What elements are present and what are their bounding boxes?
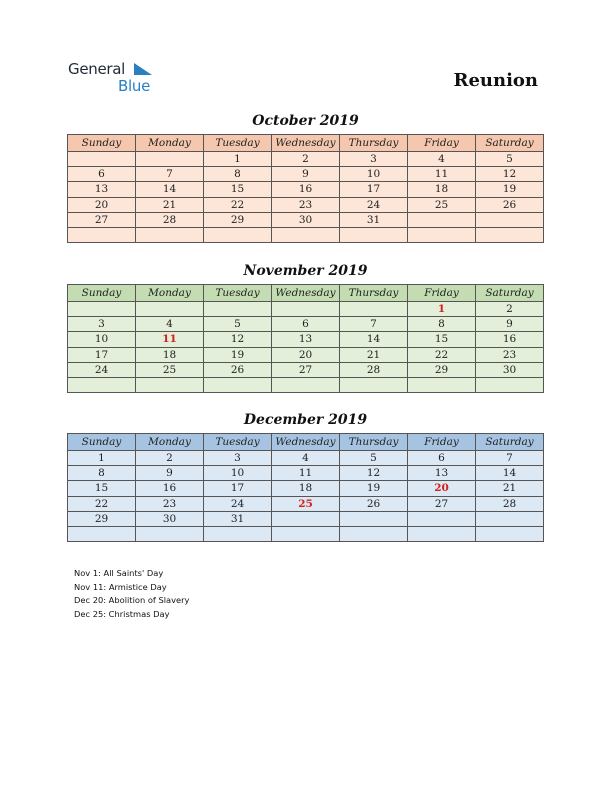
day-cell: 28 xyxy=(136,212,204,227)
weekday-label: Friday xyxy=(408,135,476,152)
day-cell xyxy=(340,526,408,541)
day-cell xyxy=(408,212,476,227)
day-cell: 3 xyxy=(204,451,272,466)
weekday-label: Sunday xyxy=(68,285,136,302)
day-cell xyxy=(68,377,136,392)
week-row xyxy=(68,511,544,526)
day-cell: 27 xyxy=(68,212,136,227)
day-cell: 5 xyxy=(204,317,272,332)
month-nov xyxy=(67,262,544,393)
day-cell: 2 xyxy=(272,152,340,167)
day-cell xyxy=(408,526,476,541)
day-cell: 9 xyxy=(136,466,204,481)
weekday-label: Tuesday xyxy=(204,135,272,152)
weekday-header-row xyxy=(68,285,544,302)
day-cell xyxy=(68,302,136,317)
weekday-header-row xyxy=(68,135,544,152)
day-cell xyxy=(136,152,204,167)
month-title: December 2019 xyxy=(243,412,368,428)
day-cell xyxy=(136,526,204,541)
month-title: November 2019 xyxy=(243,263,368,279)
day-cell xyxy=(68,227,136,242)
day-cell: 5 xyxy=(340,451,408,466)
day-cell xyxy=(204,227,272,242)
day-cell xyxy=(204,302,272,317)
day-cell: 31 xyxy=(204,511,272,526)
weekday-header-row xyxy=(68,434,544,451)
day-cell: 16 xyxy=(136,481,204,496)
holiday-item: Dec 25: Christmas Day xyxy=(74,608,170,619)
day-cell: 13 xyxy=(68,182,136,197)
weekday-label: Wednesday xyxy=(272,285,340,302)
day-cell: 29 xyxy=(408,362,476,377)
weekday-label: Saturday xyxy=(476,285,544,302)
day-cell: 30 xyxy=(272,212,340,227)
day-cell: 9 xyxy=(476,317,544,332)
day-cell: 15 xyxy=(408,332,476,347)
weekday-label: Monday xyxy=(136,135,204,152)
day-cell: 3 xyxy=(340,152,408,167)
day-cell: 7 xyxy=(476,451,544,466)
day-cell: 25 xyxy=(136,362,204,377)
week-row xyxy=(68,227,544,242)
day-cell: 3 xyxy=(68,317,136,332)
day-cell xyxy=(340,377,408,392)
day-cell xyxy=(340,302,408,317)
day-cell: 2 xyxy=(136,451,204,466)
holiday-item: Nov 1: All Saints' Day xyxy=(74,568,164,578)
day-cell xyxy=(340,227,408,242)
day-cell xyxy=(476,526,544,541)
day-cell: 23 xyxy=(136,496,204,511)
day-cell: 20 xyxy=(68,197,136,212)
month-grid xyxy=(67,134,544,243)
day-cell: 1 xyxy=(408,302,476,317)
day-cell xyxy=(476,227,544,242)
day-cell: 24 xyxy=(340,197,408,212)
day-cell xyxy=(272,526,340,541)
day-cell: 6 xyxy=(408,451,476,466)
general-blue-logo xyxy=(68,60,168,96)
day-cell: 17 xyxy=(340,182,408,197)
week-row xyxy=(68,481,544,496)
week-row xyxy=(68,167,544,182)
day-cell: 4 xyxy=(408,152,476,167)
day-cell xyxy=(476,212,544,227)
week-row xyxy=(68,347,544,362)
week-row xyxy=(68,182,544,197)
day-cell: 26 xyxy=(340,496,408,511)
day-cell: 22 xyxy=(68,496,136,511)
day-cell: 20 xyxy=(272,347,340,362)
day-cell: 21 xyxy=(476,481,544,496)
day-cell: 8 xyxy=(68,466,136,481)
day-cell: 1 xyxy=(68,451,136,466)
day-cell: 10 xyxy=(340,167,408,182)
day-cell: 13 xyxy=(408,466,476,481)
day-cell: 4 xyxy=(272,451,340,466)
week-row xyxy=(68,152,544,167)
day-cell xyxy=(204,377,272,392)
day-cell: 24 xyxy=(204,496,272,511)
logo-flag-icon xyxy=(134,63,152,75)
day-cell: 18 xyxy=(136,347,204,362)
month-dec xyxy=(67,411,544,542)
day-cell: 8 xyxy=(204,167,272,182)
day-cell xyxy=(272,377,340,392)
day-cell: 31 xyxy=(340,212,408,227)
week-row xyxy=(68,496,544,511)
day-cell: 11 xyxy=(136,332,204,347)
week-row xyxy=(68,197,544,212)
day-cell: 12 xyxy=(476,167,544,182)
day-cell xyxy=(340,511,408,526)
week-row xyxy=(68,466,544,481)
logo-text-general: General xyxy=(68,60,126,78)
day-cell: 20 xyxy=(408,481,476,496)
day-cell: 6 xyxy=(68,167,136,182)
weekday-label: Friday xyxy=(408,285,476,302)
day-cell: 26 xyxy=(476,197,544,212)
week-row xyxy=(68,212,544,227)
week-row xyxy=(68,302,544,317)
day-cell: 14 xyxy=(340,332,408,347)
month-grid xyxy=(67,284,544,393)
month-oct xyxy=(67,112,544,243)
day-cell: 25 xyxy=(272,496,340,511)
day-cell: 15 xyxy=(68,481,136,496)
day-cell: 12 xyxy=(340,466,408,481)
day-cell: 6 xyxy=(272,317,340,332)
weekday-label: Friday xyxy=(408,434,476,451)
day-cell: 18 xyxy=(272,481,340,496)
month-title: October 2019 xyxy=(252,113,359,129)
day-cell: 27 xyxy=(408,496,476,511)
weekday-label: Tuesday xyxy=(204,434,272,451)
day-cell: 16 xyxy=(476,332,544,347)
region-title: Reunion xyxy=(453,70,538,91)
week-row xyxy=(68,362,544,377)
day-cell xyxy=(68,152,136,167)
day-cell: 15 xyxy=(204,182,272,197)
week-row xyxy=(68,526,544,541)
day-cell: 5 xyxy=(476,152,544,167)
day-cell xyxy=(136,377,204,392)
day-cell: 7 xyxy=(136,167,204,182)
day-cell: 23 xyxy=(272,197,340,212)
day-cell: 17 xyxy=(68,347,136,362)
day-cell: 22 xyxy=(204,197,272,212)
day-cell: 30 xyxy=(136,511,204,526)
holiday-list xyxy=(74,567,189,621)
day-cell: 29 xyxy=(204,212,272,227)
weekday-label: Saturday xyxy=(476,434,544,451)
day-cell: 19 xyxy=(476,182,544,197)
day-cell xyxy=(408,227,476,242)
weekday-label: Thursday xyxy=(340,434,408,451)
weekday-label: Sunday xyxy=(68,135,136,152)
weekday-label: Thursday xyxy=(340,285,408,302)
day-cell xyxy=(136,302,204,317)
day-cell: 21 xyxy=(340,347,408,362)
day-cell: 28 xyxy=(476,496,544,511)
weekday-label: Wednesday xyxy=(272,434,340,451)
day-cell xyxy=(476,377,544,392)
day-cell xyxy=(408,511,476,526)
day-cell: 29 xyxy=(68,511,136,526)
day-cell: 30 xyxy=(476,362,544,377)
day-cell: 12 xyxy=(204,332,272,347)
day-cell: 10 xyxy=(204,466,272,481)
week-row xyxy=(68,317,544,332)
holiday-item: Nov 11: Armistice Day xyxy=(74,581,167,592)
day-cell: 18 xyxy=(408,182,476,197)
logo-text-blue: Blue xyxy=(118,77,150,95)
weekday-label: Saturday xyxy=(476,135,544,152)
day-cell: 8 xyxy=(408,317,476,332)
day-cell xyxy=(476,511,544,526)
day-cell: 4 xyxy=(136,317,204,332)
day-cell xyxy=(136,227,204,242)
day-cell: 23 xyxy=(476,347,544,362)
day-cell xyxy=(408,377,476,392)
week-row xyxy=(68,332,544,347)
day-cell: 9 xyxy=(272,167,340,182)
weekday-label: Tuesday xyxy=(204,285,272,302)
day-cell xyxy=(272,302,340,317)
day-cell: 27 xyxy=(272,362,340,377)
weekday-label: Monday xyxy=(136,285,204,302)
day-cell: 17 xyxy=(204,481,272,496)
day-cell: 7 xyxy=(340,317,408,332)
day-cell: 10 xyxy=(68,332,136,347)
day-cell xyxy=(68,526,136,541)
day-cell: 22 xyxy=(408,347,476,362)
day-cell: 21 xyxy=(136,197,204,212)
week-row xyxy=(68,451,544,466)
weekday-label: Wednesday xyxy=(272,135,340,152)
month-grid xyxy=(67,433,544,542)
weekday-label: Monday xyxy=(136,434,204,451)
day-cell: 19 xyxy=(204,347,272,362)
day-cell xyxy=(204,526,272,541)
day-cell: 16 xyxy=(272,182,340,197)
day-cell: 19 xyxy=(340,481,408,496)
holiday-item: Dec 20: Abolition of Slavery xyxy=(74,595,190,605)
day-cell: 11 xyxy=(408,167,476,182)
day-cell: 2 xyxy=(476,302,544,317)
day-cell xyxy=(272,511,340,526)
week-row xyxy=(68,377,544,392)
weekday-label: Thursday xyxy=(340,135,408,152)
day-cell: 26 xyxy=(204,362,272,377)
day-cell: 11 xyxy=(272,466,340,481)
day-cell: 14 xyxy=(136,182,204,197)
day-cell: 25 xyxy=(408,197,476,212)
day-cell: 24 xyxy=(68,362,136,377)
day-cell: 14 xyxy=(476,466,544,481)
weekday-label: Sunday xyxy=(68,434,136,451)
day-cell: 28 xyxy=(340,362,408,377)
day-cell: 1 xyxy=(204,152,272,167)
day-cell xyxy=(272,227,340,242)
day-cell: 13 xyxy=(272,332,340,347)
